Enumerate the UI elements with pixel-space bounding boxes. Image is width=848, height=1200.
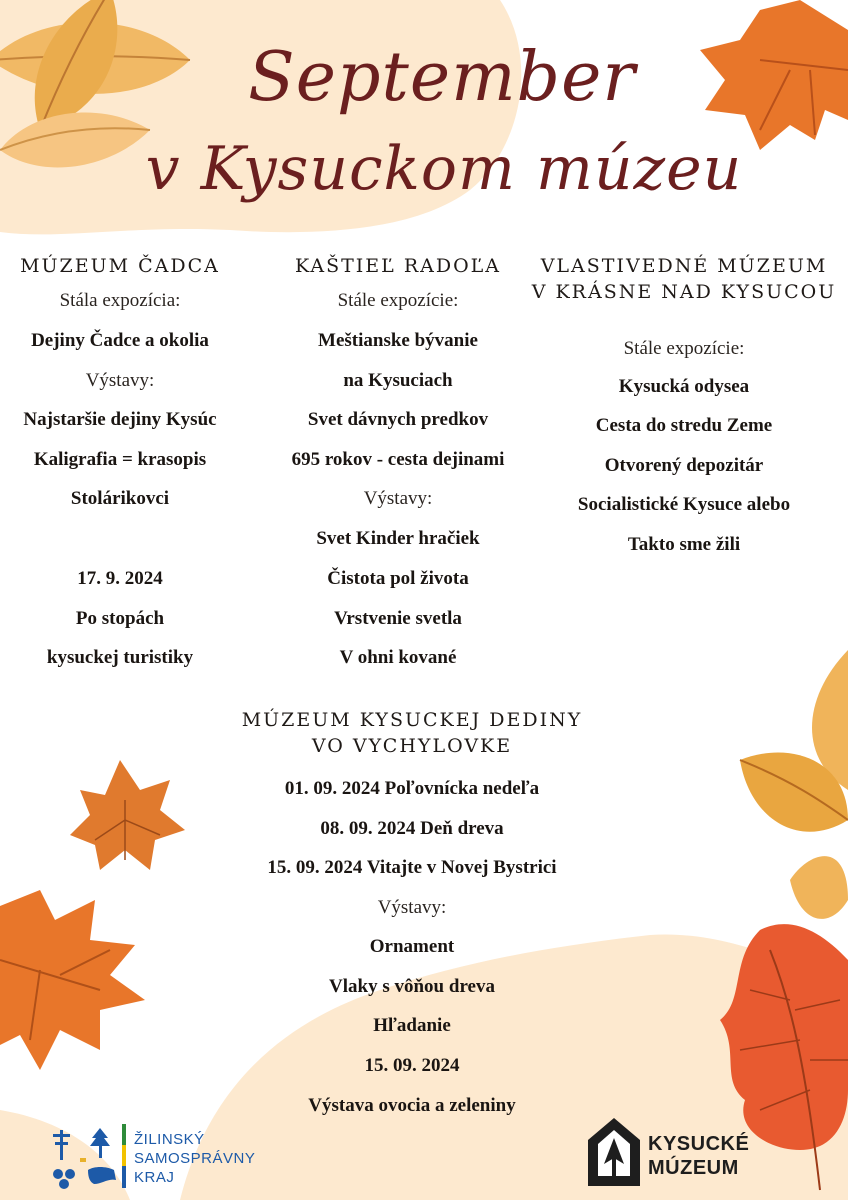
museum-krasno-heading-line2: V KRÁSNE NAD KYSUCOU [531, 281, 837, 303]
list-item: Takto sme žili [627, 534, 741, 555]
list-item: Kysucká odysea [618, 376, 750, 397]
museum-radola-section [268, 250, 528, 690]
list-item: Najstaršie dejiny Kysúc [23, 409, 217, 430]
museum-cadca-section [0, 250, 240, 690]
list-item: V ohni kované [339, 647, 457, 668]
event-line: kysuckej turistiky [46, 647, 194, 668]
exhibitions-label: Výstavy: [85, 370, 155, 391]
museum-krasno-section [520, 250, 848, 570]
list-item: Kaligrafia = krasopis [33, 449, 207, 470]
list-item: Otvorený depozitár [604, 455, 764, 476]
list-item: 695 rokov - cesta dejinami [291, 449, 505, 470]
list-item: Dejiny Čadce a okolia [31, 330, 209, 351]
maple-leaf-left-middle-icon [70, 760, 185, 870]
permanent-label: Stále expozície: [337, 290, 459, 311]
zsk-color-bar [122, 1124, 126, 1188]
list-item: Ornament [369, 936, 455, 957]
list-item: na Kysuciach [343, 370, 453, 391]
event-item: Výstava ovocia a zeleniny [308, 1095, 516, 1116]
kysucke-muzeum-logo [586, 1114, 776, 1190]
museum-krasno-heading-line1: VLASTIVEDNÉ MÚZEUM [540, 255, 828, 277]
exhibitions-label: Výstavy: [363, 488, 433, 509]
exhibitions-label: Výstavy: [377, 897, 447, 918]
list-item: Cesta do stredu Zeme [595, 415, 773, 436]
event-date: 15. 09. 2024 [364, 1055, 460, 1076]
list-item: Svet Kinder hračiek [316, 528, 480, 549]
page-title-line1: September [248, 38, 636, 117]
list-item: Socialistické Kysuce alebo [577, 494, 791, 515]
zsk-logo-text-line2: SAMOSPRÁVNY [134, 1150, 256, 1167]
leaf-right-middle-icon [740, 650, 848, 919]
list-item: Svet dávnych predkov [307, 409, 489, 430]
zsk-logo-text-line3: KRAJ [134, 1169, 175, 1186]
zsk-logo [50, 1122, 260, 1192]
event-item: 08. 09. 2024 Deň dreva [320, 818, 504, 839]
event-date: 17. 9. 2024 [77, 568, 163, 589]
zsk-emblem-icon [50, 1122, 120, 1192]
list-item: Hľadanie [373, 1015, 451, 1036]
maple-leaf-left-bottom-icon [0, 890, 145, 1070]
permanent-label: Stále expozície: [623, 338, 745, 359]
zsk-logo-text-line1: ŽILINSKÝ [134, 1131, 205, 1148]
list-item: Vlaky s vôňou dreva [329, 976, 495, 997]
page-title-line2: v Kysuckom múzeu [145, 134, 743, 204]
museum-vychylovka-heading-line2: VO VYCHYLOVKE [311, 735, 513, 757]
km-logo-text-line2: MÚZEUM [648, 1157, 739, 1179]
event-line: Po stopách [75, 608, 165, 629]
museum-radola-heading: KAŠTIEĽ RADOĽA [294, 255, 502, 277]
event-item: 15. 09. 2024 Vitajte v Novej Bystrici [267, 857, 557, 878]
museum-vychylovka-heading-line1: MÚZEUM KYSUCKEJ DEDINY [241, 709, 583, 731]
museum-vychylovka-section [232, 706, 592, 1126]
event-item: 01. 09. 2024 Poľovnícka nedeľa [284, 778, 540, 799]
km-logo-text-line1: KYSUCKÉ [648, 1133, 750, 1155]
list-item: Vrstvenie svetla [334, 608, 462, 629]
list-item: Stolárikovci [70, 488, 170, 509]
permanent-label: Stála expozícia: [59, 290, 181, 311]
list-item: Meštianske bývanie [318, 330, 478, 351]
kysucke-muzeum-emblem-icon [586, 1116, 642, 1188]
list-item: Čistota pol života [327, 568, 469, 589]
museum-cadca-heading: MÚZEUM ČADCA [20, 255, 220, 277]
